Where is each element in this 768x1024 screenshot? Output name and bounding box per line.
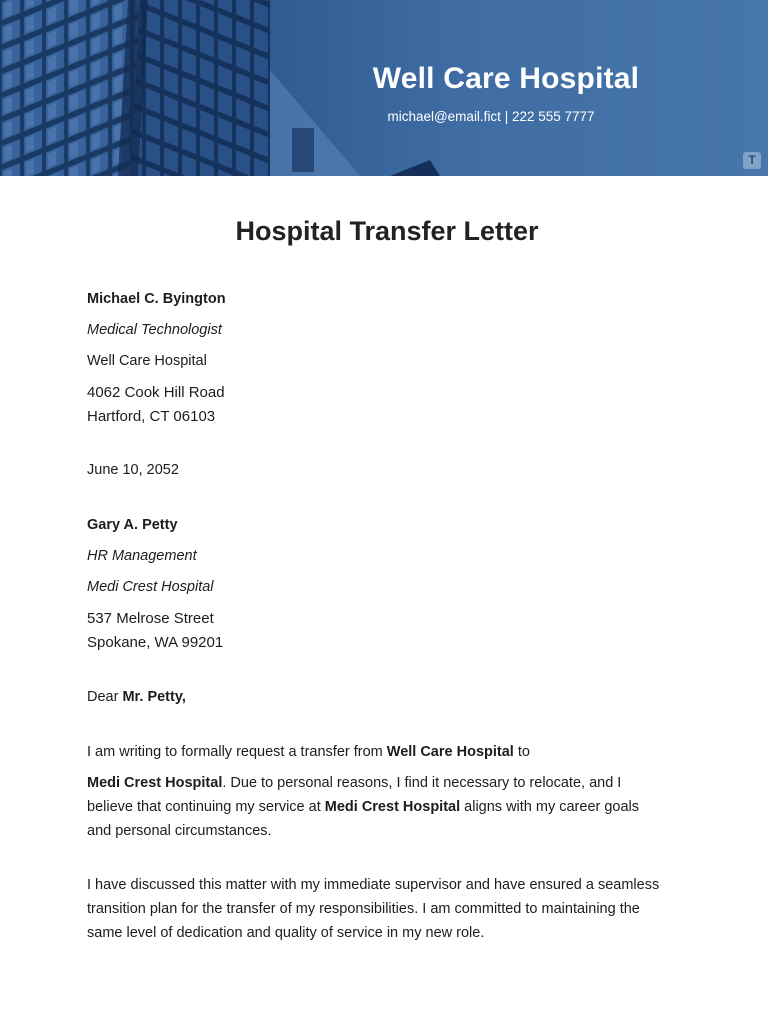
paragraph1-line1: [87, 744, 530, 760]
paragraph1-body: [87, 771, 687, 843]
paragraph1-text: to: [513, 744, 530, 760]
recipient-name: Gary A. Petty: [87, 517, 178, 533]
recipient-role: HR Management: [87, 548, 197, 564]
template-logo-icon: T: [743, 152, 761, 169]
paragraph2-line: same level of dedication and quality of service in my new role.: [87, 925, 485, 941]
hospital-contact: michael@email.fict | 222 555 7777: [387, 109, 595, 124]
paragraph1-text: aligns with my career goals: [460, 799, 640, 815]
letter-date: June 10, 2052: [87, 462, 179, 478]
sender-address-line2: Hartford, CT 06103: [87, 408, 216, 425]
hospital-name: Well Care Hospital: [372, 62, 640, 95]
paragraph1-text: and personal circumstances.: [87, 823, 272, 839]
salutation-name: Mr. Petty,: [122, 689, 186, 705]
paragraph1-recipient-hospital: Medi Crest Hospital: [87, 775, 223, 791]
paragraph1-text: I am writing to formally request a transfer from: [87, 744, 387, 760]
salutation: [87, 689, 186, 705]
header-banner: [0, 0, 768, 176]
sender-role: Medical Technologist: [87, 322, 222, 338]
paragraph2-line: transition plan for the transfer of my responsibilities. I am committed to maintaining the: [87, 901, 640, 917]
paragraph1-recipient-hospital: Medi Crest Hospital: [324, 799, 461, 815]
paragraph1-sender-hospital: Well Care Hospital: [386, 744, 514, 760]
paragraph1-text: believe that continuing my service at: [87, 799, 325, 815]
letter-title: Hospital Transfer Letter: [235, 216, 539, 246]
sender-organization: Well Care Hospital: [87, 353, 207, 369]
recipient-organization: Medi Crest Hospital: [87, 579, 214, 595]
sender-address: [87, 381, 225, 429]
recipient-address-line1: 537 Melrose Street: [87, 610, 214, 627]
recipient-address: [87, 607, 223, 655]
salutation-prefix: Dear: [87, 689, 123, 705]
sender-address-line1: 4062 Cook Hill Road: [87, 384, 225, 401]
paragraph2-line: I have discussed this matter with my immediate supervisor and have ensured a seamless: [87, 877, 660, 893]
sender-name: Michael C. Byington: [87, 291, 226, 307]
paragraph2-body: [87, 873, 687, 945]
paragraph1-text: . Due to personal reasons, I find it necessary to relocate, and I: [222, 775, 622, 791]
recipient-address-line2: Spokane, WA 99201: [87, 634, 224, 651]
